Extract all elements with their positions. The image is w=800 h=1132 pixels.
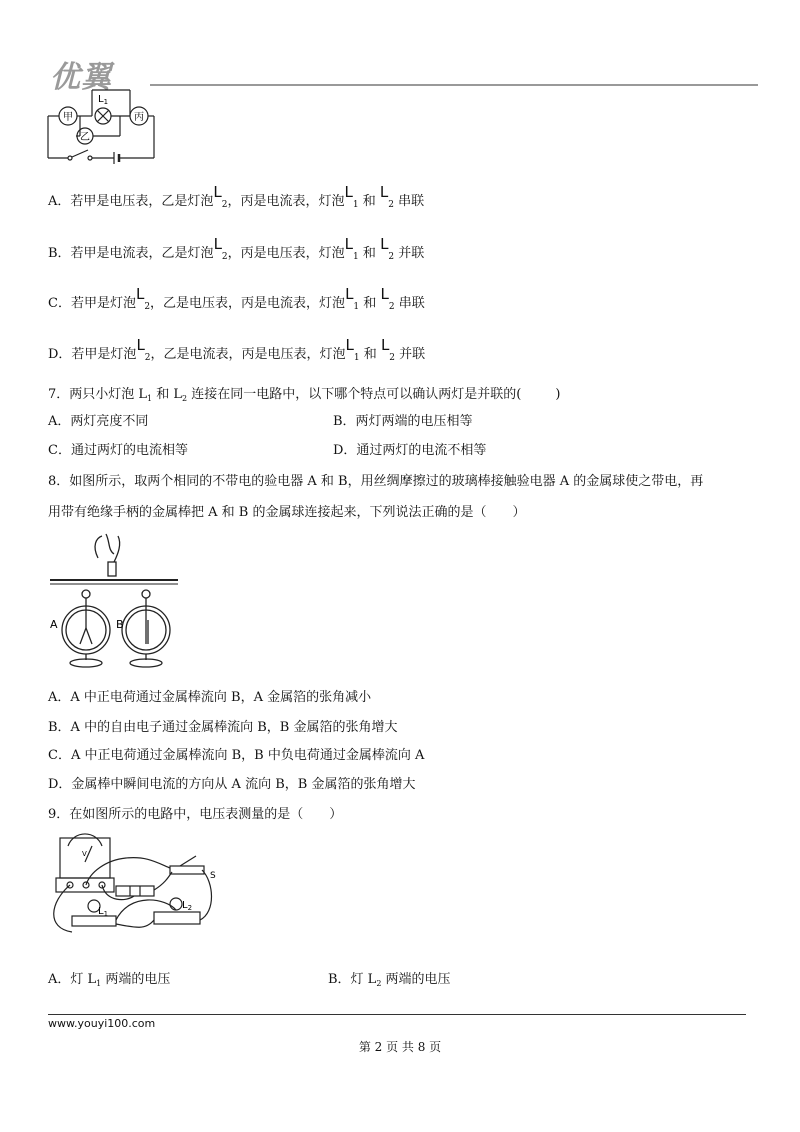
header-rule xyxy=(150,84,758,86)
q9-option-a: A．灯 $L_1$ 两端的电压 xyxy=(48,972,171,988)
q9-stem: 9．在如图所示的电路中，电压表测量的是（ ） xyxy=(48,807,343,822)
q7-stem: 7．两只小灯泡 $L_1$ 和 $L_2$ 连接在同一电路中，以下哪个特点可以确认两灯是并联的( ) xyxy=(48,387,561,403)
q9-option-b: B．灯 $L_2$ 两端的电压 xyxy=(328,972,451,988)
q6-option-c: C．若甲是灯泡L2，乙是电压表，丙是电流表，灯泡L1 和 L2 串联 xyxy=(48,285,425,312)
q8-option-c: C．A 中正电荷通过金属棒流向 B，B 中负电荷通过金属棒流向 A xyxy=(48,748,425,763)
q8-option-a: A．A 中正电荷通过金属棒流向 B，A 金属箔的张角减小 xyxy=(48,690,372,705)
q6-lamp-label: $L_1$ xyxy=(98,94,109,106)
q9-fig-switch-label: S xyxy=(210,871,216,881)
q6-option-b: B．若甲是电流表，乙是灯泡L2，丙是电压表，灯泡L1 和 L2 并联 xyxy=(48,235,425,262)
q8-fig-label-b: B xyxy=(116,618,124,631)
q6-circuit-diagram xyxy=(44,88,160,164)
q6-option-a: A．若甲是电压表，乙是灯泡L2，丙是电流表，灯泡L1 和 L2 串联 xyxy=(48,183,425,210)
footer-rule xyxy=(48,1014,746,1015)
q7-option-d: D．通过两灯的电流不相等 xyxy=(333,443,487,458)
q9-circuit-figure xyxy=(46,832,224,948)
q6-meter-bing-label: 丙 xyxy=(134,112,144,123)
q8-option-d: D．金属棒中瞬间电流的方向从 A 流向 B，B 金属箔的张角增大 xyxy=(48,777,416,792)
q6-meter-yi-label: 乙 xyxy=(80,132,90,143)
q8-option-b: B．A 中的自由电子通过金属棒流向 B，B 金属箔的张角增大 xyxy=(48,720,398,735)
logo: 优翼 xyxy=(50,60,112,95)
page-number: 第 2 页 共 8 页 xyxy=(358,1040,442,1054)
q9-fig-l2-label: $L_2$ xyxy=(182,900,193,912)
q8-stem-line-1: 8．如图所示，取两个相同的不带电的验电器 A 和 B，用丝绸摩擦过的玻璃棒接触验电器 A 的金属球使之带电，再 xyxy=(48,474,704,489)
q7-option-c: C．通过两灯的电流相等 xyxy=(48,443,188,458)
q8-stem-line-2: 用带有绝缘手柄的金属棒把 A 和 B 的金属球连接起来，下列说法正确的是（ ） xyxy=(48,505,526,520)
q9-fig-meter-label: V xyxy=(82,850,87,858)
q7-option-a: A．两灯亮度不同 xyxy=(48,414,149,429)
q8-fig-label-a: A xyxy=(50,618,58,631)
q8-electroscope-figure xyxy=(48,532,182,672)
q9-fig-l1-label: $L_1$ xyxy=(98,906,109,918)
q6-option-d: D．若甲是灯泡L2，乙是电流表，丙是电压表，灯泡L1 和 L2 并联 xyxy=(48,336,426,363)
q6-meter-jia-label: 甲 xyxy=(63,112,73,123)
footer-url[interactable]: www.youyi100.com xyxy=(48,1017,156,1030)
q7-option-b: B．两灯两端的电压相等 xyxy=(333,414,473,429)
